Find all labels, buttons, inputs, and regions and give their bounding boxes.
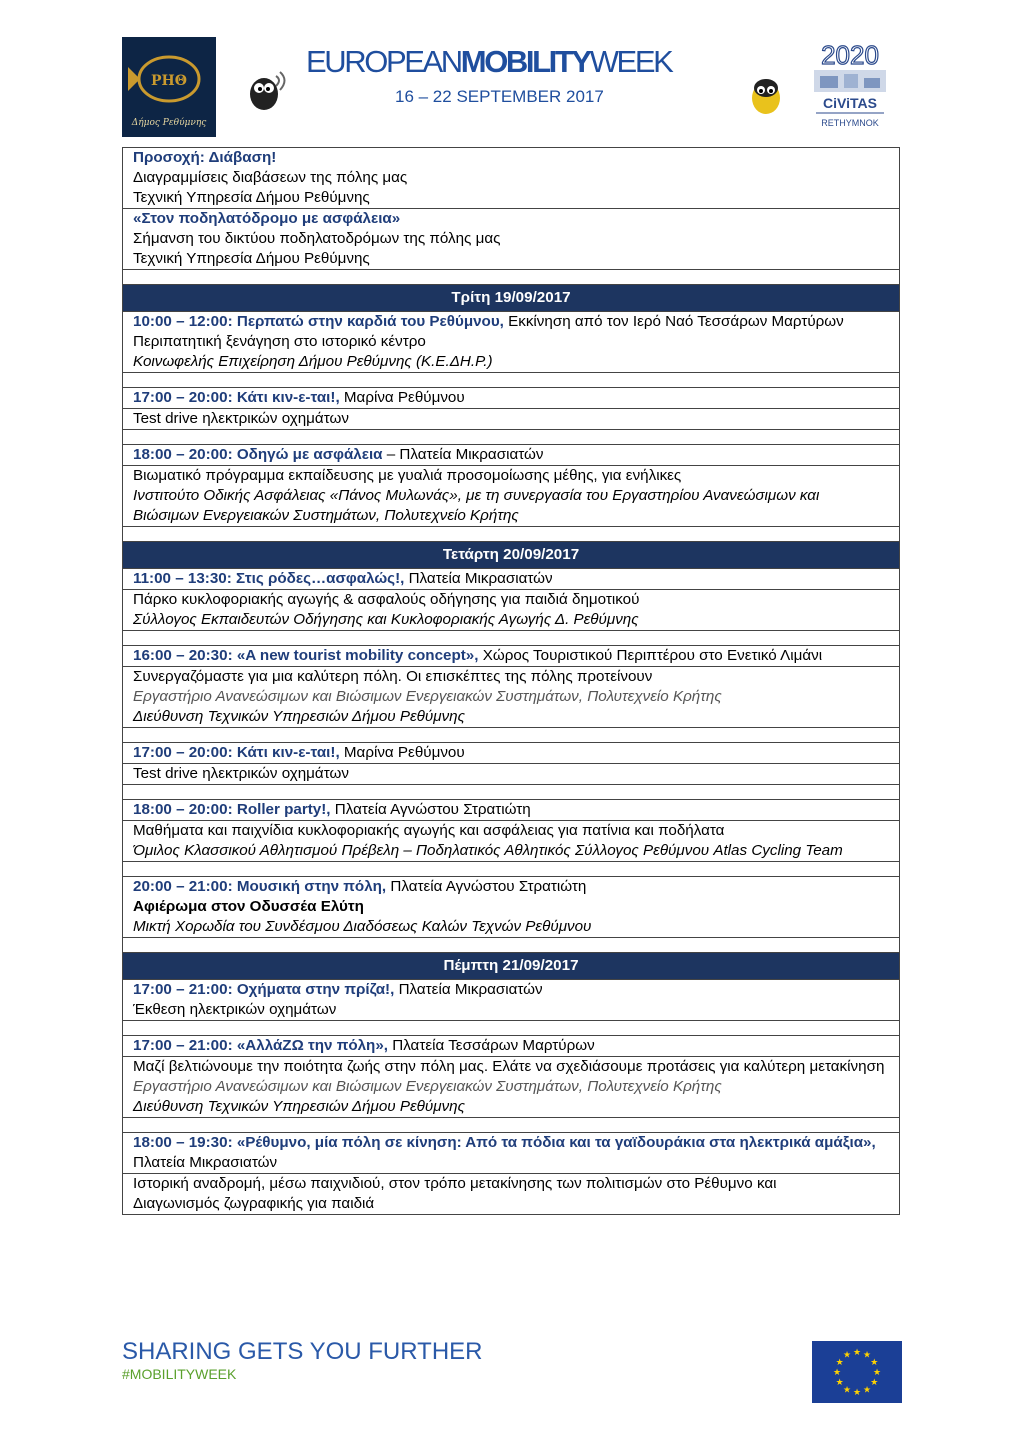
table-row <box>123 1036 900 1057</box>
event-description: Test drive ηλεκτρικών οχημάτων <box>123 409 900 430</box>
event-heading <box>133 800 889 820</box>
event-location: Πλατεία Μικρασιατών <box>404 570 553 587</box>
star-icon: ★ <box>842 1350 852 1361</box>
event-description: Διαγραμμίσεις διαβάσεων της πόλης μας <box>133 169 408 186</box>
spacer-row <box>123 938 900 953</box>
event-heading <box>133 980 889 1000</box>
table-row <box>123 209 900 270</box>
star-icon: ★ <box>870 1378 879 1388</box>
event-organizer: Τεχνική Υπηρεσία Δήμου Ρεθύμνης <box>133 250 370 267</box>
event-organizer: Διεύθυνση Τεχνικών Υπηρεσιών Δήμου Ρεθύμνης <box>133 708 465 725</box>
event-location: Χώρος Τουριστικού Περιπτέρου στο Ενετικό Λιμάνι <box>478 647 823 664</box>
event-title: EUROPEANMOBILITYWEEK <box>306 44 672 79</box>
event-cell <box>123 388 900 409</box>
star-icon: ★ <box>835 1378 844 1388</box>
star-icon: ★ <box>862 1350 872 1361</box>
event-cell <box>123 980 900 1021</box>
spacer-row <box>123 430 900 445</box>
event-cell <box>123 1057 900 1118</box>
svg-text:CiViTAS: CiViTAS <box>823 95 877 111</box>
event-title: 17:00 – 20:00: Κάτι κιν-ε-ται!, <box>133 744 340 761</box>
event-description: Ιστορική αναδρομή, μέσω παιχνιδιού, στον τρόπο μετακίνησης των πολιτισμών στο Ρέθυμνο και <box>133 1175 777 1192</box>
page-header <box>0 0 1024 140</box>
table-row <box>123 409 900 430</box>
event-title: 17:00 – 20:00: Κάτι κιν-ε-ται!, <box>133 389 340 406</box>
spacer-row <box>123 1021 900 1036</box>
spacer-row <box>123 373 900 388</box>
day-header: Τρίτη 19/09/2017 <box>123 285 900 312</box>
event-title: 17:00 – 21:00: Οχήματα στην πρίζα!, <box>133 981 395 998</box>
table-row <box>123 569 900 590</box>
event-description: Βιωματικό πρόγραμμα εκπαίδευσης με γυαλιά προσομοίωσης μέθης, για ενήλικες <box>133 467 682 484</box>
event-heading <box>133 646 889 666</box>
event-location: Πλατεία Αγνώστου Στρατιώτη <box>330 801 531 818</box>
table-row <box>123 667 900 728</box>
mascot-right-icon <box>743 70 789 118</box>
spacer-row <box>123 270 900 285</box>
table-row <box>123 980 900 1021</box>
event-organizer: Ινστιτούτο Οδικής Ασφάλειας «Πάνος Μυλωνάς», με τη συνεργασία του Εργαστηρίου Ανανεώσιμων και Βιώσιμων Ενεργειακών Συστημάτων, Πολυτεχνείο Κρήτης <box>133 487 820 524</box>
table-row <box>123 743 900 764</box>
event-organizer: Εργαστήριο Ανανεώσιμων και Βιώσιμων Ενεργειακών Συστημάτων, Πολυτεχνείο Κρήτης <box>133 688 722 705</box>
event-cell <box>123 445 900 466</box>
event-cell <box>123 590 900 631</box>
municipality-logo <box>122 37 216 137</box>
svg-text:Δήμος Ρεθύμνης: Δήμος Ρεθύμνης <box>131 118 207 128</box>
event-heading <box>133 743 889 763</box>
event-description: Test drive ηλεκτρικών οχημάτων <box>123 764 900 785</box>
star-icon: ★ <box>862 1385 872 1396</box>
fish-emblem-icon <box>122 37 216 137</box>
svg-text:RETHYMNOK: RETHYMNOK <box>821 118 879 128</box>
spacer-row <box>123 631 900 646</box>
event-cell <box>123 877 900 938</box>
star-icon: ★ <box>842 1385 852 1396</box>
event-description: Περιπατητική ξενάγηση στο ιστορικό κέντρο <box>133 333 426 350</box>
table-row <box>123 764 900 785</box>
event-description: Έκθεση ηλεκτρικών οχημάτων <box>133 1001 337 1018</box>
star-icon: ★ <box>870 1358 879 1368</box>
event-description: Πάρκο κυκλοφοριακής αγωγής & ασφαλούς οδήγησης για παιδιά δημοτικού <box>133 591 640 608</box>
event-organizer: Εργαστήριο Ανανεώσιμων και Βιώσιμων Ενεργειακών Συστημάτων, Πολυτεχνείο Κρήτης <box>133 1078 722 1095</box>
event-organizer: Διεύθυνση Τεχνικών Υπηρεσιών Δήμου Ρεθύμνης <box>133 1098 465 1115</box>
table-row <box>123 466 900 527</box>
event-organizer: Όμιλος Κλασσικού Αθλητισμού Πρέβελη – Ποδηλατικός Αθλητικός Σύλλογος Ρεθύμνου Atlas Cycling Team <box>133 842 843 859</box>
table-row <box>123 877 900 938</box>
event-description: Διαγωνισμός ζωγραφικής για παιδιά <box>133 1195 375 1212</box>
event-organizer: Τεχνική Υπηρεσία Δήμου Ρεθύμνης <box>133 189 370 206</box>
event-description: Σήμανση του δικτύου ποδηλατοδρόμων της πόλης μας <box>133 230 501 247</box>
table-row <box>123 1057 900 1118</box>
event-title: 10:00 – 12:00: Περπατώ στην καρδιά του Ρεθύμνου, <box>133 313 504 330</box>
event-title: 16:00 – 20:30: «A new tourist mobility concept», <box>133 647 479 664</box>
table-row <box>123 1133 900 1174</box>
event-location: Πλατεία Αγνώστου Στρατιώτη <box>386 878 587 895</box>
table-row <box>123 821 900 862</box>
table-row <box>123 800 900 821</box>
day-header: Πέμπτη 21/09/2017 <box>123 953 900 980</box>
table-row <box>123 445 900 466</box>
eu-flag-icon <box>812 1341 902 1403</box>
star-icon: ★ <box>852 1348 862 1358</box>
event-cell <box>123 743 900 764</box>
svg-text:ΡΗΘ: ΡΗΘ <box>151 73 187 89</box>
table-row <box>123 388 900 409</box>
event-location: Μαρίνα Ρεθύμνου <box>339 389 465 406</box>
event-heading <box>133 445 889 465</box>
day-header-row <box>123 953 900 980</box>
table-row <box>123 1174 900 1215</box>
event-organizer: Μικτή Χορωδία του Συνδέσμου Διαδόσεως Καλών Τεχνών Ρεθύμνου <box>133 918 592 935</box>
table-row <box>123 312 900 373</box>
schedule-table <box>122 147 900 1215</box>
table-row <box>123 646 900 667</box>
event-description: Αφιέρωμα στον Οδυσσέα Ελύτη <box>133 898 364 915</box>
event-location: – Πλατεία Μικρασιατών <box>382 446 544 463</box>
event-location: Μαρίνα Ρεθύμνου <box>339 744 465 761</box>
day-header-row <box>123 285 900 312</box>
table-row <box>123 590 900 631</box>
day-header-row <box>123 542 900 569</box>
event-heading <box>133 569 889 589</box>
event-cell <box>123 209 900 270</box>
event-heading <box>133 312 889 332</box>
event-heading <box>133 1036 889 1056</box>
event-heading <box>133 388 889 408</box>
event-description: Μαθήματα και παιχνίδια κυκλοφοριακής αγωγής και ασφάλειας για πατίνια και ποδήλατα <box>133 822 725 839</box>
event-cell <box>123 646 900 667</box>
event-cell <box>123 1133 900 1174</box>
spacer-row <box>123 862 900 877</box>
event-title: 18:00 – 19:30: «Ρέθυμνο, μία πόλη σε κίνηση: Από τα πόδια και τα γαϊδουράκια στα ηλεκτρικά αμάξια», <box>133 1134 876 1151</box>
event-cell <box>123 1174 900 1215</box>
mascot-left-icon <box>240 66 288 114</box>
event-cell <box>123 821 900 862</box>
event-description: Συνεργαζόμαστε για μια καλύτερη πόλη. Οι επισκέπτες της πόλης προτείνουν <box>133 668 653 685</box>
event-title: «Στον ποδηλατόδρομο με ασφάλεια» <box>133 210 401 227</box>
event-cell <box>123 800 900 821</box>
event-cell <box>123 148 900 209</box>
table-row <box>123 148 900 209</box>
event-heading <box>133 877 889 897</box>
event-cell <box>123 312 900 373</box>
event-title: 18:00 – 20:00: Roller party!, <box>133 801 331 818</box>
event-description: Μαζί βελτιώνουμε την ποιότητα ζωής στην πόλη μας. Ελάτε να σχεδιάσουμε προτάσεις για καλύτερη μετακίνηση <box>133 1058 885 1075</box>
svg-text:2020: 2020 <box>821 40 879 70</box>
event-location: Εκκίνηση από τον Ιερό Ναό Τεσσάρων Μαρτύρων <box>503 313 844 330</box>
event-location: Πλατεία Μικρασιατών <box>133 1154 278 1171</box>
star-icon: ★ <box>832 1368 842 1378</box>
spacer-row <box>123 785 900 800</box>
event-title: 17:00 – 21:00: «ΑλλάΖΩ την πόλη», <box>133 1037 388 1054</box>
footer-slogan: SHARING GETS YOU FURTHER <box>122 1338 483 1365</box>
footer-hashtag: #MOBILITYWEEK <box>122 1366 237 1382</box>
star-icon: ★ <box>872 1368 882 1378</box>
event-title: 11:00 – 13:30: Στις ρόδες…ασφαλώς!, <box>133 570 405 587</box>
spacer-row <box>123 1118 900 1133</box>
event-title: Προσοχή: Διάβαση! <box>133 149 277 166</box>
star-icon: ★ <box>835 1358 844 1368</box>
spacer-row <box>123 527 900 542</box>
event-heading <box>133 1133 889 1173</box>
event-cell <box>123 667 900 728</box>
event-cell <box>123 466 900 527</box>
event-title: 18:00 – 20:00: Οδηγώ με ασφάλεια <box>133 446 383 463</box>
event-cell <box>123 1036 900 1057</box>
civitas-logo <box>808 40 892 135</box>
event-cell <box>123 569 900 590</box>
event-organizer: Σύλλογος Εκπαιδευτών Οδήγησης και Κυκλοφοριακής Αγωγής Δ. Ρεθύμνης <box>133 611 639 628</box>
spacer-row <box>123 728 900 743</box>
star-icon: ★ <box>852 1388 862 1398</box>
event-location: Πλατεία Τεσσάρων Μαρτύρων <box>388 1037 595 1054</box>
event-title: 20:00 – 21:00: Μουσική στην πόλη, <box>133 878 387 895</box>
event-location: Πλατεία Μικρασιατών <box>394 981 543 998</box>
event-organizer: Κοινωφελής Επιχείρηση Δήμου Ρεθύμνης (Κ.Ε.ΔΗ.Ρ.) <box>133 353 493 370</box>
day-header: Τετάρτη 20/09/2017 <box>123 542 900 569</box>
event-dates: 16 – 22 SEPTEMBER 2017 <box>395 87 604 106</box>
